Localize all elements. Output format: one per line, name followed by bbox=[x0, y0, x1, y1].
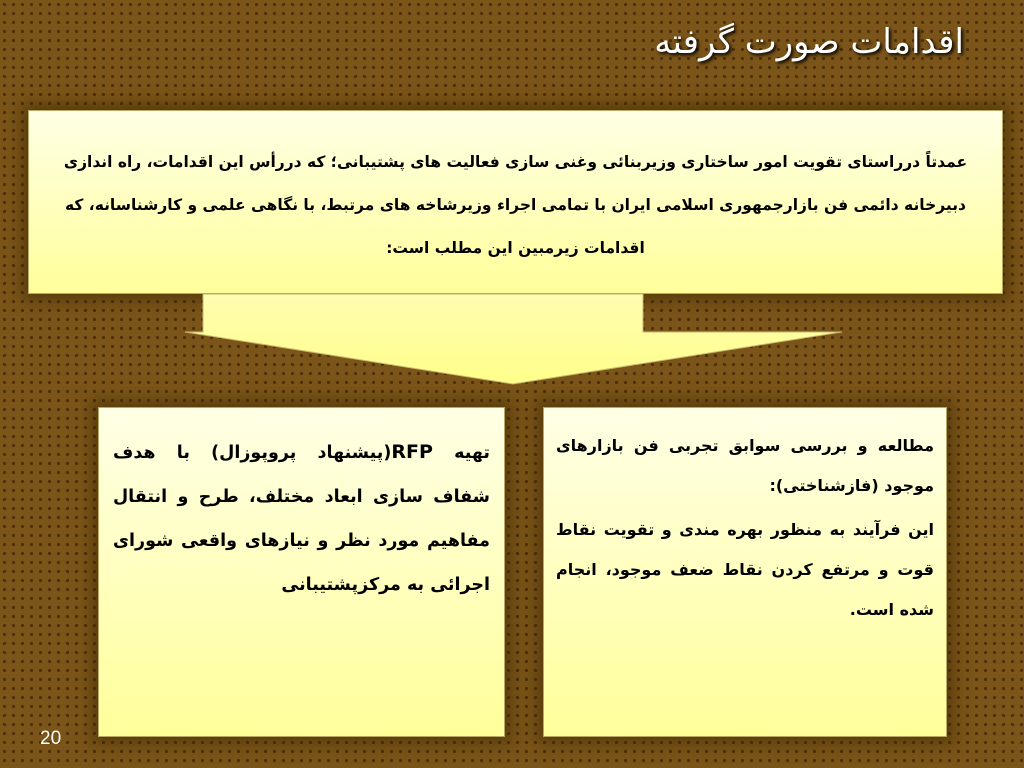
rfp-prefix: تهیه bbox=[454, 443, 490, 463]
intro-text-box bbox=[28, 110, 1003, 294]
intro-text: عمدتاً درراستای تقویت امور ساختاری وزیربنائی وغنی سازی فعالیت های پشتیبانی؛ که دررأس این اقدامات، راه اندازی دبیرخانه دائمی فن بازارجمهوری اسلامی ایران با تمامی اجراء وزیرشاخه های مرتبط، با نگاهی علمی و کارشناسانه، که اقدامات زیرمبین این مطلب است: bbox=[63, 153, 968, 257]
down-arrow-shape bbox=[185, 294, 842, 386]
study-paragraph-2: این فرآیند به منظور بهره مندی و تقویت نقاط قوت و مرتفع کردن نقاط ضعف موجود، انجام شده است. bbox=[556, 520, 934, 619]
rfp-acronym: RFP bbox=[391, 441, 433, 463]
rfp-text: (پیشنهاد پروپوزال) با هدف شفاف سازی ابعاد مختلف، طرح و انتقال مفاهیم مورد نظر و نیازهای واقعی شورای اجرائی به مرکزپشتیبانی bbox=[113, 443, 490, 595]
page-number: 20 bbox=[40, 728, 62, 749]
study-text-box bbox=[543, 407, 947, 737]
study-paragraph-1: مطالعه و بررسی سوابق تجربی فن بازارهای موجود (فازشناختی): bbox=[556, 436, 934, 495]
rfp-text-box bbox=[98, 407, 505, 737]
slide-title: اقدامات صورت گرفته bbox=[654, 22, 964, 62]
